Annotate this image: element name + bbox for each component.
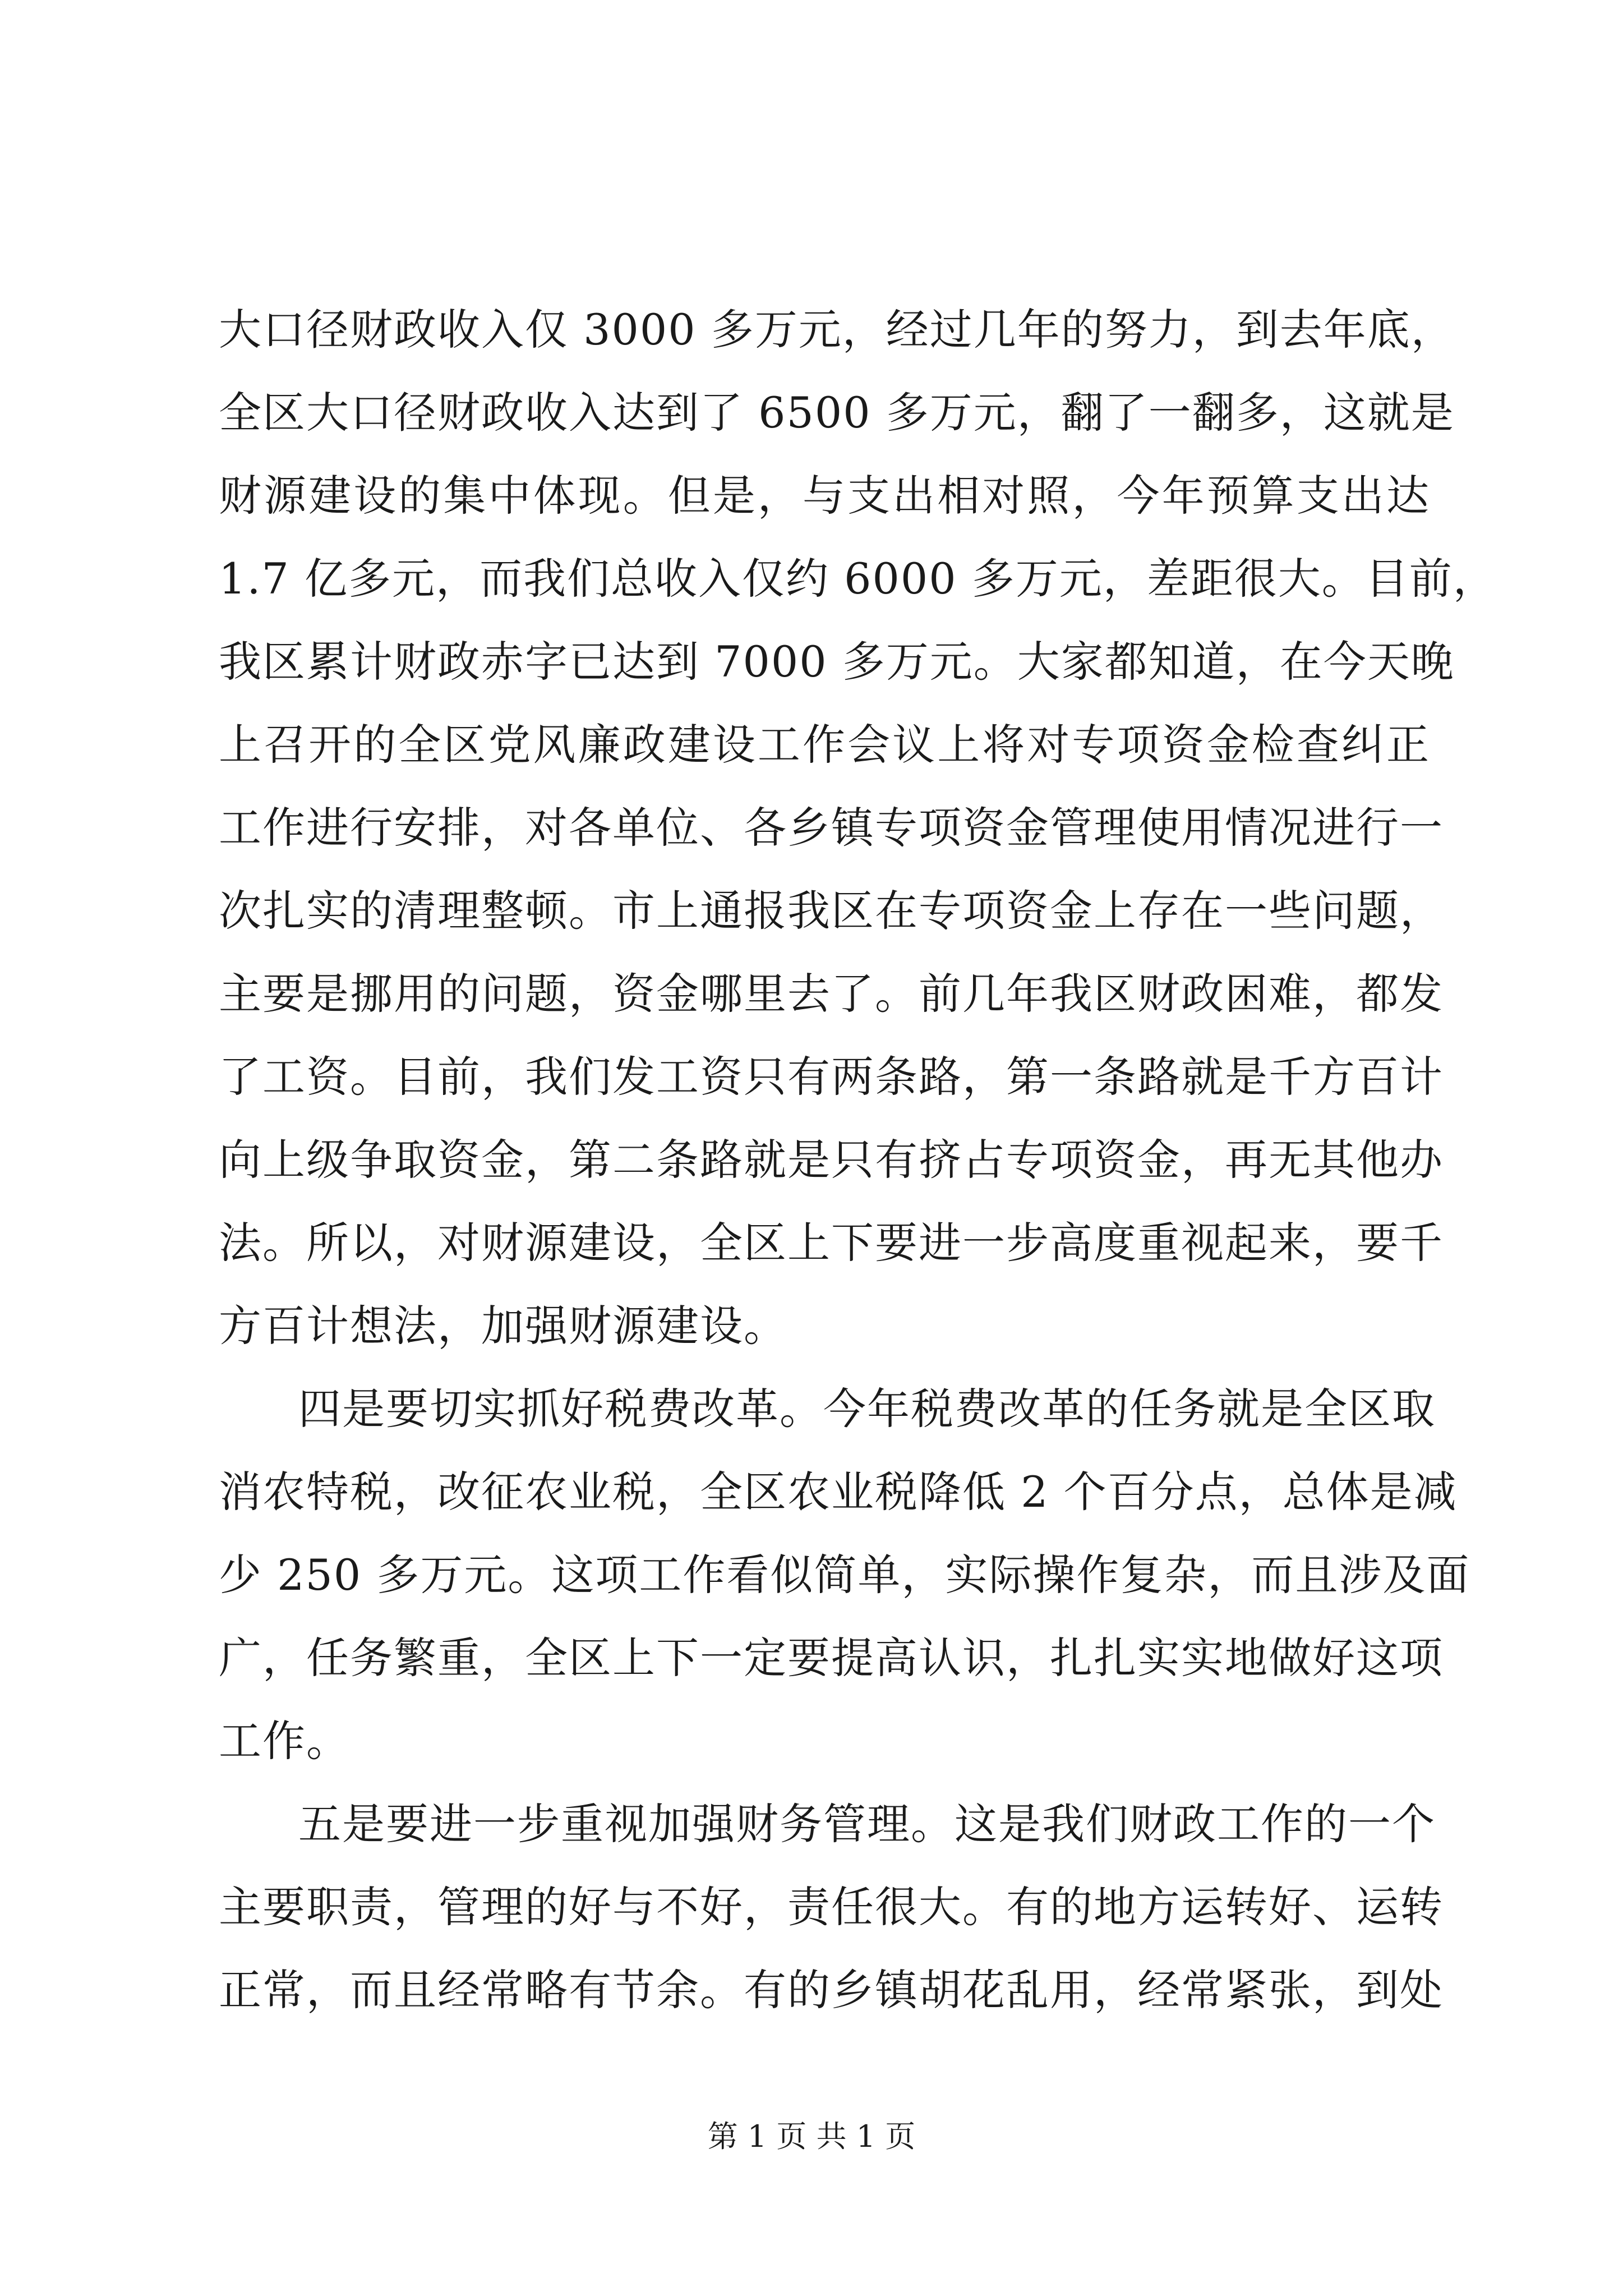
text-line: 我区累计财政赤字已达到 7000 多万元。大家都知道，在今天晚 — [219, 637, 1455, 687]
text-line: 主要职责，管理的好与不好，责任很大。有的地方运转好、运转 — [219, 1882, 1444, 1932]
page-number-footer: 第 1 页 共 1 页 — [707, 2119, 916, 2154]
text-line: 工作。 — [219, 1716, 350, 1766]
text-line: 正常，而且经常略有节余。有的乡镇胡花乱用，经常紧张，到处 — [219, 1965, 1444, 2015]
paragraph-start-line: 四是要切实抓好税费改革。今年税费改革的任务就是全区取 — [298, 1384, 1436, 1434]
text-line: 广，任务繁重，全区上下一定要提高认识，扎扎实实地做好这项 — [219, 1633, 1444, 1683]
text-line: 上召开的全区党风廉政建设工作会议上将对专项资金检查纠正 — [219, 720, 1430, 770]
text-line: 法。所以，对财源建设，全区上下要进一步高度重视起来，要千 — [219, 1218, 1444, 1268]
text-line: 全区大口径财政收入达到了 6500 多万元，翻了一翻多，这就是 — [219, 388, 1455, 438]
text-line: 少 250 多万元。这项工作看似简单，实际操作复杂，而且涉及面 — [219, 1550, 1470, 1600]
text-line: 1.7 亿多元，而我们总收入仅约 6000 多万元，差距很大。目前， — [219, 554, 1497, 604]
text-line: 消农特税，改征农业税，全区农业税降低 2 个百分点，总体是减 — [219, 1467, 1458, 1517]
text-line: 次扎实的清理整顿。市上通报我区在专项资金上存在一些问题， — [219, 886, 1444, 936]
text-line: 大口径财政收入仅 3000 多万元，经过几年的努力，到去年底， — [219, 305, 1455, 355]
text-line: 了工资。目前，我们发工资只有两条路，第一条路就是千方百计 — [219, 1052, 1444, 1102]
text-line: 方百计想法，加强财源建设。 — [219, 1301, 787, 1351]
text-line: 向上级争取资金，第二条路就是只有挤占专项资金，再无其他办 — [219, 1135, 1444, 1185]
text-line: 工作进行安排，对各单位、各乡镇专项资金管理使用情况进行一 — [219, 803, 1444, 853]
text-line: 财源建设的集中体现。但是，与支出相对照，今年预算支出达 — [219, 471, 1430, 521]
text-line: 主要是挪用的问题，资金哪里去了。前几年我区财政困难，都发 — [219, 969, 1444, 1019]
paragraph-start-line: 五是要进一步重视加强财务管理。这是我们财政工作的一个 — [298, 1799, 1436, 1849]
